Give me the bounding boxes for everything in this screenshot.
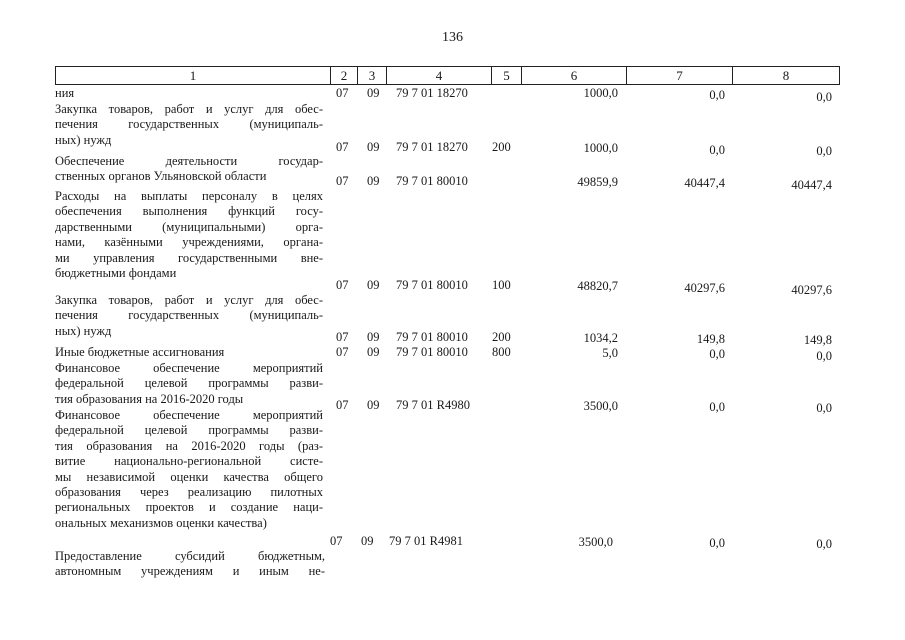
cell-target-code: 79 7 01 18270 [396,86,468,100]
row-description [55,345,323,360]
cell-amount-8: 40297,6 [791,283,832,297]
description-line: Расходы на выплаты персоналу в целях [55,189,323,203]
cell-amount-7: 0,0 [709,143,725,157]
cell-expense-type: 100 [492,278,511,292]
description-line: федеральной целевой программы разви- [55,423,323,438]
cell-subsection: 09 [367,345,380,359]
cell-amount-6: 1034,2 [583,331,618,345]
cell-amount-6: 49859,9 [577,175,618,189]
cell-amount-6: 5,0 [602,346,618,360]
cell-target-code: 79 7 01 80010 [396,345,468,359]
cell-amount-6: 1000,0 [583,86,618,100]
row-description [55,154,323,185]
cell-expense-type: 800 [492,345,511,359]
page-number: 136 [442,30,463,45]
row-description [55,408,323,531]
header-col-4: 4 [386,66,492,85]
cell-amount-6: 1000,0 [583,141,618,155]
description-line: Закупка товаров, работ и услуг для обес- [55,293,323,307]
description-line: тия образования на 2016-2020 годы (раз- [55,438,323,453]
cell-amount-8: 149,8 [803,333,832,347]
cell-subsection: 09 [367,278,380,292]
row-description [55,293,323,339]
description-line: витие национально-региональной систе- [55,454,323,469]
header-col-3: 3 [357,66,387,85]
cell-target-code: 79 7 01 80010 [396,174,468,188]
cell-subsection: 09 [367,174,380,188]
description-line: Финансовое обеспечение мероприятий [55,408,323,422]
description-line: Финансовое обеспечение мероприятий [55,361,323,375]
cell-section: 07 [330,534,343,548]
cell-amount-7: 0,0 [709,536,725,550]
cell-amount-6: 3500,0 [583,399,618,413]
description-line: печения государственных (муниципаль- [55,308,323,323]
description-line: ми управления государственными вне- [55,250,323,265]
cell-amount-7: 40447,4 [684,176,725,190]
cell-section: 07 [336,140,349,154]
table-header [0,66,905,86]
description-line: Закупка товаров, работ и услуг для обес- [55,102,323,116]
cell-amount-7: 40297,6 [684,281,725,295]
description-line: образования через реализацию пилотных [55,485,323,500]
cell-section: 07 [336,398,349,412]
header-col-5: 5 [491,66,522,85]
description-line: Предоставление субсидий бюджетным, [55,549,325,563]
cell-amount-7: 149,8 [696,332,725,346]
header-col-6: 6 [521,66,627,85]
cell-amount-8: 40447,4 [791,178,832,192]
cell-section: 07 [336,330,349,344]
description-line: нами, казёнными учреждениями, органа- [55,235,323,250]
cell-target-code: 79 7 01 80010 [396,278,468,292]
cell-amount-8: 0,0 [816,349,832,363]
description-line: ственных органов Ульяновской области [55,169,267,184]
description-line: региональных проектов и создание наци- [55,500,323,515]
cell-expense-type: 200 [492,140,511,154]
cell-subsection: 09 [361,534,374,548]
cell-amount-6: 3500,0 [578,535,613,549]
table-body [0,86,905,640]
row-description [55,102,323,148]
cell-subsection: 09 [367,140,380,154]
description-line: ния [55,86,75,100]
description-line: автономным учреждениям и иным не- [55,564,325,579]
header-col-8: 8 [732,66,840,85]
cell-amount-7: 0,0 [709,400,725,414]
row-description [55,361,323,407]
cell-amount-6: 48820,7 [577,279,618,293]
cell-subsection: 09 [367,398,380,412]
description-line: тия образования на 2016-2020 годы [55,391,244,406]
cell-section: 07 [336,345,349,359]
cell-target-code: 79 7 01 80010 [396,330,468,344]
description-line: печения государственных (муниципаль- [55,117,323,132]
cell-section: 07 [336,278,349,292]
description-line: ональных механизмов оценки качества) [55,515,267,530]
cell-amount-7: 0,0 [709,347,725,361]
cell-expense-type: 200 [492,330,511,344]
cell-section: 07 [336,86,349,100]
row-description [55,189,323,281]
description-line: ных) нужд [55,132,112,147]
cell-target-code: 79 7 01 R4980 [396,398,470,412]
cell-amount-7: 0,0 [709,88,725,102]
cell-amount-8: 0,0 [816,144,832,158]
cell-amount-8: 0,0 [816,537,832,551]
description-line: бюджетными фондами [55,266,177,281]
cell-target-code: 79 7 01 18270 [396,140,468,154]
cell-amount-8: 0,0 [816,401,832,415]
cell-subsection: 09 [367,86,380,100]
cell-amount-8: 0,0 [816,90,832,104]
cell-section: 07 [336,174,349,188]
cell-subsection: 09 [367,330,380,344]
row-description [55,86,323,101]
cell-target-code: 79 7 01 R4981 [389,534,463,548]
description-line: мы независимой оценки качества общего [55,469,323,484]
header-col-1: 1 [55,66,331,85]
description-line: обеспечения выполнения функций госу- [55,204,323,219]
row-description [55,549,325,580]
description-line: Обеспечение деятельности государ- [55,154,323,168]
header-col-2: 2 [330,66,358,85]
description-line: Иные бюджетные ассигнования [55,345,225,359]
description-line: дарственными (муниципальными) орга- [55,219,323,234]
description-line: ных) нужд [55,323,112,338]
description-line: федеральной целевой программы разви- [55,376,323,391]
header-col-7: 7 [626,66,733,85]
